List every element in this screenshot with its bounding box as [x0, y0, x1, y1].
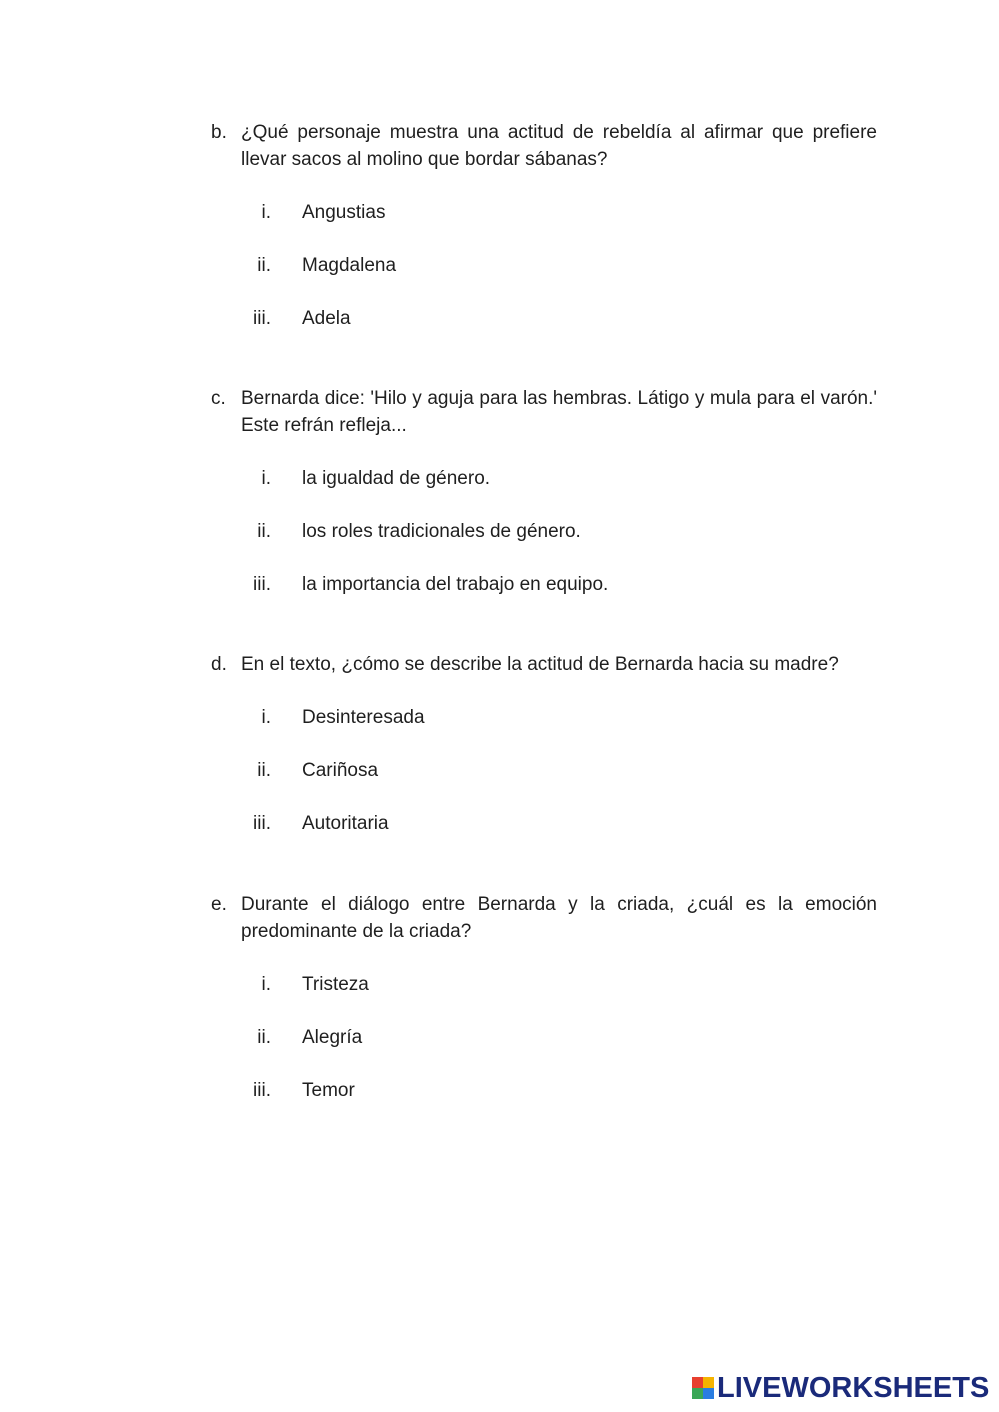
question-letter: b.	[211, 122, 227, 143]
option-number: iii.	[253, 308, 271, 329]
option-number: iii.	[253, 813, 271, 834]
option-item[interactable]	[211, 305, 877, 332]
option-item[interactable]	[211, 704, 877, 731]
option-number: ii.	[257, 760, 271, 781]
options-list	[211, 199, 877, 332]
option-item[interactable]	[211, 971, 877, 998]
question-letter: d.	[211, 654, 227, 675]
options-list	[211, 971, 877, 1104]
question-letter: e.	[211, 894, 227, 915]
option-text: Adela	[302, 308, 351, 329]
question-text: En el texto, ¿cómo se describe la actitud de Bernarda hacia su madre?	[241, 654, 839, 675]
option-text: los roles tradicionales de género.	[302, 521, 581, 542]
question-e	[211, 891, 877, 1104]
option-item[interactable]	[211, 757, 877, 784]
option-number: ii.	[257, 255, 271, 276]
logo-square-icon	[703, 1388, 714, 1399]
option-number: ii.	[257, 521, 271, 542]
option-text: Magdalena	[302, 255, 397, 276]
option-number: i.	[261, 707, 271, 728]
logo-square-icon	[692, 1377, 703, 1388]
question-text: ¿Qué personaje muestra una actitud de rebeldía al afirmar que prefiere llevar sacos al molino que bordar sábanas?	[241, 122, 877, 170]
option-item[interactable]	[211, 571, 877, 598]
question-c	[211, 385, 877, 598]
option-item[interactable]	[211, 465, 877, 492]
option-item[interactable]	[211, 1024, 877, 1051]
option-number: iii.	[253, 574, 271, 595]
option-text: la igualdad de género.	[302, 468, 491, 489]
question-text: Durante el diálogo entre Bernarda y la criada, ¿cuál es la emoción predominante de la criada?	[241, 894, 877, 942]
option-text: Cariñosa	[302, 760, 379, 781]
liveworksheets-logo-icon	[692, 1377, 714, 1399]
option-text: la importancia del trabajo en equipo.	[302, 574, 609, 595]
question-letter: c.	[211, 388, 226, 409]
option-item[interactable]	[211, 199, 877, 226]
logo-text: LIVEWORKSHEETS	[717, 1372, 990, 1404]
option-text: Tristeza	[302, 974, 369, 995]
question-text: Bernarda dice: 'Hilo y aguja para las hembras. Látigo y mula para el varón.' Este refrán refleja...	[241, 388, 877, 436]
liveworksheets-logo	[692, 1374, 989, 1402]
option-number: i.	[261, 468, 271, 489]
option-number: i.	[261, 974, 271, 995]
question-d	[211, 651, 877, 837]
option-text: Angustias	[302, 202, 386, 223]
question-b	[211, 119, 877, 332]
option-item[interactable]	[211, 810, 877, 837]
option-item[interactable]	[211, 518, 877, 545]
option-number: ii.	[257, 1027, 271, 1048]
options-list	[211, 704, 877, 837]
option-number: i.	[261, 202, 271, 223]
option-number: iii.	[253, 1080, 271, 1101]
logo-square-icon	[703, 1377, 714, 1388]
logo-square-icon	[692, 1388, 703, 1399]
option-text: Temor	[302, 1080, 355, 1101]
option-item[interactable]	[211, 252, 877, 279]
option-text: Desinteresada	[302, 707, 425, 728]
option-text: Autoritaria	[302, 813, 389, 834]
option-item[interactable]	[211, 1077, 877, 1104]
option-text: Alegría	[302, 1027, 363, 1048]
options-list	[211, 465, 877, 598]
